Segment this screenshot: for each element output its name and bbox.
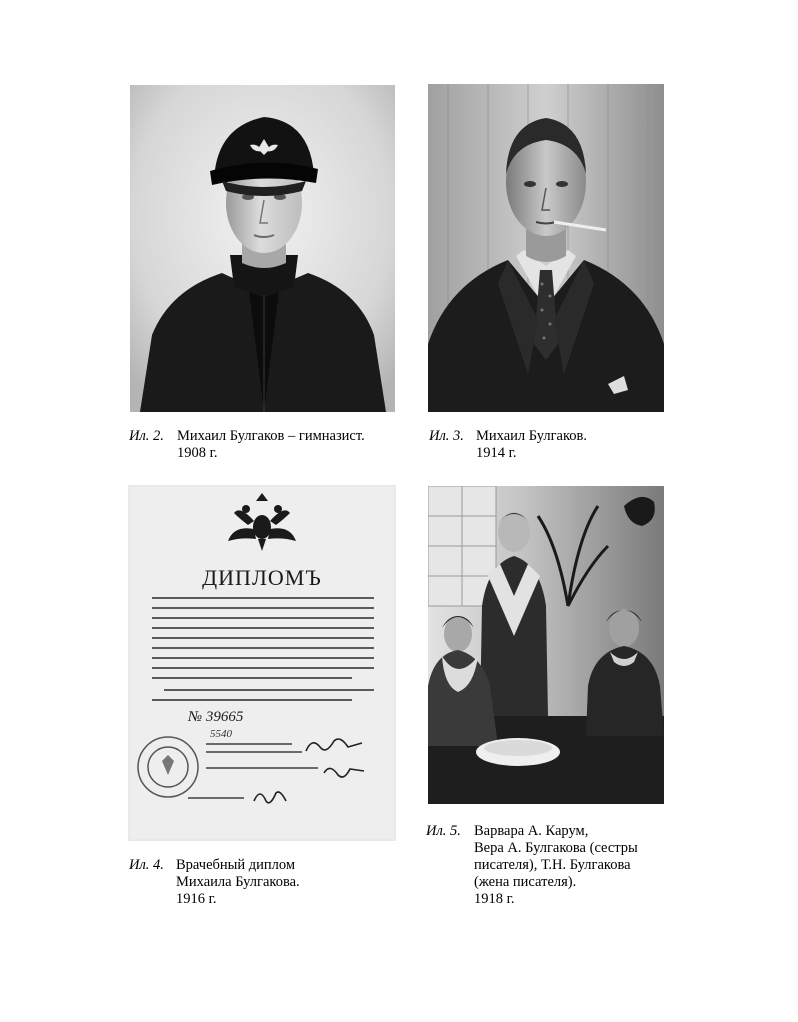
caption-label: Ил. 5. <box>426 823 461 839</box>
caption-line: Вера А. Булгакова (сестры <box>474 840 638 856</box>
caption-line: Михаил Булгаков – гимназист. <box>177 428 365 444</box>
caption-il5 <box>426 823 676 909</box>
caption-il4 <box>129 857 397 909</box>
caption-line: писателя), Т.Н. Булгакова <box>474 857 631 873</box>
caption-il2 <box>129 428 397 462</box>
caption-line: Врачебный диплом <box>176 857 296 873</box>
caption-il3 <box>429 428 669 462</box>
caption-line: 1914 г. <box>476 445 517 461</box>
diploma-number: № 39665 <box>188 709 244 725</box>
photo-medical-diploma <box>128 485 396 841</box>
caption-line: 1908 г. <box>177 445 218 461</box>
photo-three-women-1918 <box>428 486 664 804</box>
diploma-subnumber: 5540 <box>210 728 232 740</box>
caption-line: 1916 г. <box>176 891 217 907</box>
caption-line: 1918 г. <box>474 891 515 907</box>
photo-bulgakov-gymnasium <box>130 85 395 412</box>
caption-line: Варвара А. Карум, <box>474 823 589 839</box>
caption-label: Ил. 4. <box>129 857 164 873</box>
photo-bulgakov-1914 <box>428 84 664 412</box>
caption-label: Ил. 2. <box>129 428 164 444</box>
caption-line: (жена писателя). <box>474 874 577 890</box>
caption-line: Михаила Булгакова. <box>176 874 300 890</box>
diploma-title: ДИПЛОМЪ <box>202 565 322 590</box>
caption-line: Михаил Булгаков. <box>476 428 587 444</box>
caption-label: Ил. 3. <box>429 428 464 444</box>
